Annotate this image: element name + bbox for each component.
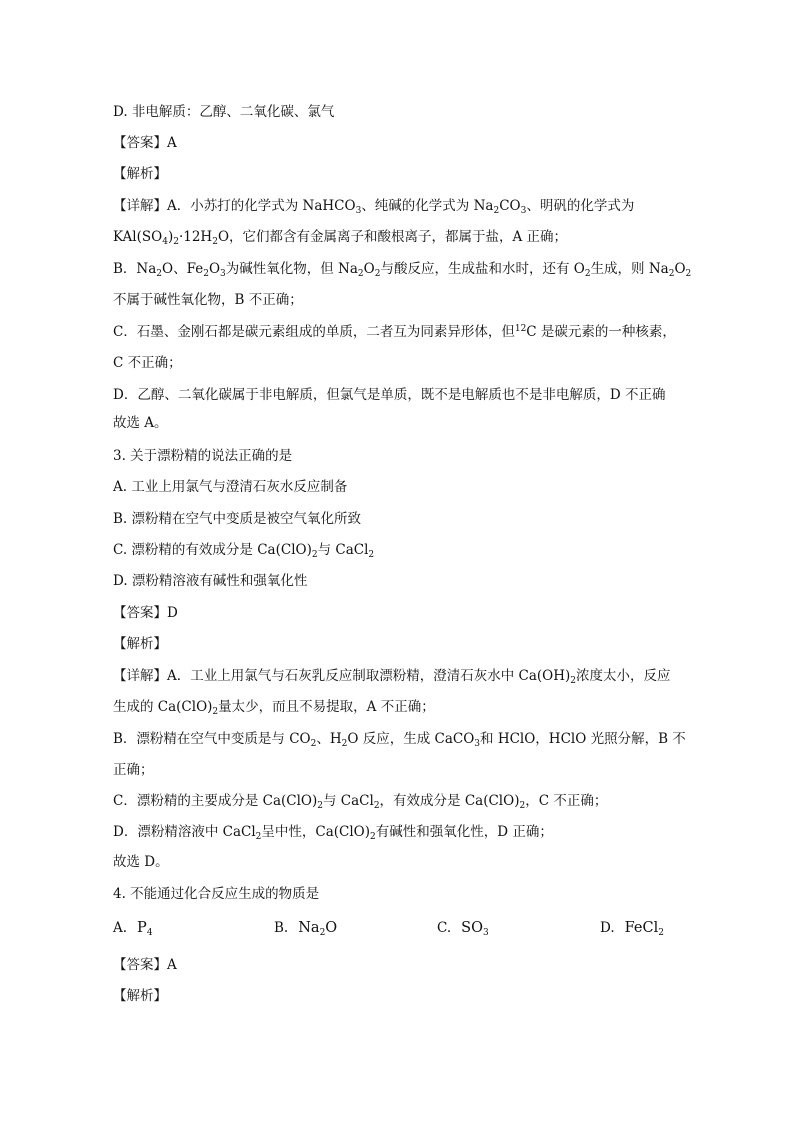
text: Na (298, 920, 320, 936)
text: A．工业上用氯气与石灰乳反应制取漂粉精，澄清石灰水中 Ca(OH) (167, 668, 571, 684)
q3-detail-b-line2: 正确； (113, 762, 154, 778)
text: B．漂粉精在空气中变质是与 CO (113, 731, 311, 747)
q2-analysis-label: 【解析】 (113, 166, 167, 182)
q2-detail-c-line1 (113, 322, 676, 342)
text: ·12H (178, 229, 213, 245)
q2-detail-a-line2 (113, 227, 567, 247)
q4-option-c (437, 918, 489, 938)
q2-detail-c-line2: C 不正确； (113, 355, 182, 371)
option-letter: A. (113, 920, 128, 936)
subscript: 2 (357, 269, 364, 279)
text: FeCl (624, 920, 659, 936)
subscript: 2 (685, 269, 692, 279)
formula (625, 920, 664, 936)
text: ，C 不正确； (525, 793, 608, 809)
subscript: 2 (374, 269, 381, 279)
text: O (363, 261, 375, 277)
text: CO (499, 198, 521, 214)
q2-answer: 【答案】A (113, 135, 177, 151)
q3-conclusion: 故选 D。 (113, 854, 169, 870)
subscript: 2 (317, 801, 323, 811)
q2-detail-d: D．乙醇、二氧化碳属于非电解质，但氯气是单质，既不是电解质也不是非电解质，D 不正确 (113, 387, 666, 403)
text: C 是碳元素的一种核素， (526, 324, 676, 340)
text: 、纯碱的化学式为 Na (361, 198, 494, 214)
q3-detail-d (113, 822, 553, 842)
subscript: 2 (341, 739, 348, 749)
subscript: 2 (368, 550, 375, 560)
q2-detail-b-line2: 不属于碱性氧化物，B 不正确； (113, 292, 303, 308)
text: SO (461, 920, 483, 936)
q3-detail-a-line1 (113, 666, 671, 686)
subscript: 2 (373, 801, 380, 811)
option-letter: C. (437, 920, 452, 936)
text: KAl(SO (113, 229, 163, 245)
detail-label: 【详解】 (113, 668, 167, 684)
text: O (325, 920, 338, 936)
subscript: 2 (658, 928, 664, 938)
q3-option-a: A. 工业上用氯气与澄清石灰水反应制备 (113, 479, 348, 495)
subscript: 2 (319, 928, 326, 938)
subscript: 2 (311, 550, 318, 560)
q4-option-a (113, 918, 153, 938)
subscript: 2 (370, 832, 376, 842)
subscript: 3 (482, 928, 489, 938)
text: 、H (316, 731, 342, 747)
q3-stem: 3. 关于漂粉精的说法正确的是 (113, 448, 293, 464)
q4-answer: 【答案】A (113, 957, 177, 973)
subscript: 2 (212, 237, 218, 247)
text: A．小苏打的化学式为 NaHCO (167, 198, 356, 214)
subscript: 2 (173, 237, 179, 247)
text: 与 CaCl (322, 793, 374, 809)
q2-detail-a-line1 (113, 196, 634, 216)
text: 浓度太小，反应 (576, 668, 671, 684)
text: C．石墨、金刚石都是碳元素组成的单质，二者互为同素异形体，但 (113, 324, 515, 340)
subscript: 2 (493, 206, 500, 216)
subscript: 3 (220, 269, 226, 279)
text: O、Fe (162, 261, 204, 277)
q3-answer: 【答案】D (113, 605, 178, 621)
superscript: 12 (514, 324, 527, 334)
text: ，有效成分是 Ca(ClO) (379, 793, 520, 809)
text: P (137, 920, 147, 936)
q4-option-b (274, 918, 337, 938)
subscript: 4 (162, 237, 168, 247)
q3-option-d: D. 漂粉精溶液有碱性和强氧化性 (113, 573, 308, 589)
q3-option-c (113, 540, 374, 560)
text: 与酸反应，生成盐和水时，还有 O (380, 261, 585, 277)
text: 有碱性和强氧化性，D 正确； (375, 824, 553, 840)
q3-analysis-label: 【解析】 (113, 636, 167, 652)
text: C．漂粉精的主要成分是 Ca(ClO) (113, 793, 318, 809)
q3-detail-b-line1 (113, 729, 686, 749)
text: O (208, 261, 221, 277)
text: 生成，则 Na (590, 261, 669, 277)
subscript: 2 (156, 269, 163, 279)
q3-detail-c (113, 791, 607, 811)
text: 与 CaCl (317, 542, 369, 558)
subscript: 2 (212, 707, 219, 717)
formula (461, 920, 489, 936)
subscript: 4 (146, 928, 153, 938)
text: O，它们都含有金属离子和酸根离子，都属于盐，A 正确； (217, 229, 568, 245)
q3-option-b: B. 漂粉精在空气中变质是被空气氧化所致 (113, 511, 362, 527)
text: C. 漂粉精的有效成分是 Ca(ClO) (113, 542, 312, 558)
subscript: 2 (255, 832, 262, 842)
subscript: 2 (519, 801, 526, 811)
subscript: 2 (570, 676, 577, 686)
text: 、明矾的化学式为 (526, 198, 635, 214)
q4-option-d (600, 918, 664, 938)
text: 为碱性氧化物，但 Na (225, 261, 358, 277)
q3-detail-a-line2 (113, 697, 435, 717)
option-letter: D. (600, 920, 615, 936)
q4-analysis-label: 【解析】 (113, 988, 167, 1004)
text: 呈中性，Ca(ClO) (261, 824, 371, 840)
text: ) (167, 229, 174, 245)
option-letter: B. (274, 920, 289, 936)
text: O (674, 261, 686, 277)
q2-option-d: D. 非电解质：乙醇、二氧化碳、氯气 (113, 104, 335, 120)
subscript: 2 (668, 269, 675, 279)
formula (137, 920, 153, 936)
subscript: 2 (310, 739, 317, 749)
text: 和 HClO，HClO 光照分解，B 不 (480, 731, 686, 747)
text: B．Na (113, 261, 157, 277)
subscript: 2 (584, 269, 591, 279)
formula (298, 920, 337, 936)
q2-conclusion: 故选 A。 (113, 415, 168, 431)
subscript: 3 (520, 206, 527, 216)
subscript: 3 (355, 206, 362, 216)
subscript: 2 (203, 269, 209, 279)
text: D．漂粉精溶液中 CaCl (113, 824, 256, 840)
text: 量太少，而且不易提取，A 不正确； (218, 699, 435, 715)
text: 生成的 Ca(ClO) (113, 699, 213, 715)
q2-detail-b-line1 (113, 259, 691, 279)
q4-stem: 4. 不能通过化合反应生成的物质是 (113, 886, 320, 902)
text: O 反应，生成 CaCO (347, 731, 475, 747)
detail-label: 【详解】 (113, 198, 167, 214)
subscript: 3 (474, 739, 481, 749)
